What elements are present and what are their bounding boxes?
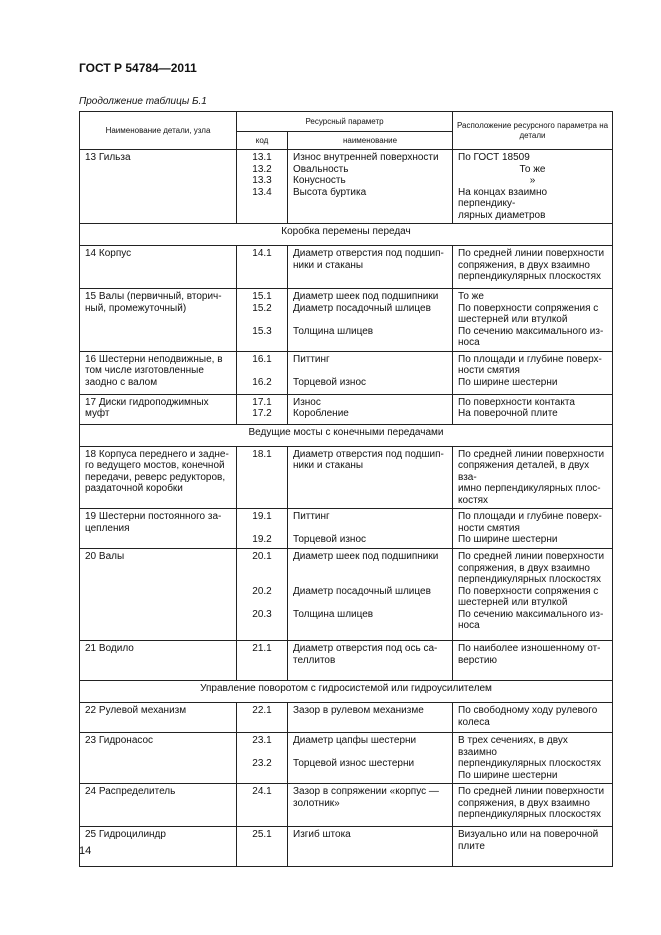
location-cell [453,703,613,733]
cell-line: 15.1 [252,291,272,302]
table-caption: Продолжение таблицы Б.1 [79,96,207,107]
header-name: наименование [288,132,453,150]
cell-line: Зазор в рулевом механизме [293,705,424,716]
cell-line: 16.2 [252,376,272,388]
name-cell [288,703,453,733]
name-cell [288,246,453,289]
cell-line: Толщина шлицев [293,325,374,337]
location-cell [453,827,613,867]
line-gap [293,314,447,326]
cell-line: Износ внутренней поверхности [293,152,439,163]
section-row [80,424,613,446]
cell-line: 22 Рулевой механизм [85,705,187,716]
name-cell [288,827,453,867]
cell-line: 20.2 [252,585,272,597]
line-gap [293,563,447,575]
part-cell [80,784,237,827]
table-row [80,549,613,641]
cell-line: шестерней или втулкой [458,597,568,608]
cell-line: По поверхности сопряжения с [458,302,599,314]
cell-line: 19 Шестерни постоянного за- [85,511,222,522]
cell-line: По поверхности контакта [458,396,575,408]
cell-line: 13 Гильза [85,152,131,163]
cell-line: То же [519,163,546,175]
location-cell [453,246,613,289]
cell-line: ности смятия [458,522,520,534]
part-cell [80,641,237,681]
location-cell [453,289,613,352]
table-body [80,150,613,867]
cell-line: 15 Валы (первичный, вторич- [85,291,222,302]
cell-line: ный, промежуточный) [85,302,187,314]
code-cell [237,641,288,681]
table-row [80,150,613,224]
cell-line: По ширине шестерни [458,376,558,388]
cell-line: Торцевой износ шестерни [293,758,415,769]
cell-line: 23.1 [252,735,272,746]
cell-line: 17 Диски гидроподжимных [85,396,209,408]
cell-line: го ведущего мостов, конечной [85,460,225,471]
cell-line: 14 Корпус [85,248,132,259]
location-cell [453,351,613,394]
part-cell [80,703,237,733]
cell-line: 21 Водило [85,643,134,654]
resource-parameters-table [79,111,613,867]
code-cell [237,150,288,224]
name-cell [288,509,453,549]
table-row [80,394,613,424]
part-cell [80,446,237,509]
name-cell [288,641,453,681]
cell-line: Конусность [293,175,346,186]
cell-line: имно перпендикулярных плос- [458,483,601,494]
location-cell [453,150,613,224]
cell-line: перпендикулярных плоскостях [458,271,602,282]
section-title: Ведущие мосты с конечными передачами [80,424,613,446]
cell-line: По средней линии поверхности [458,551,605,562]
cell-line: 23 Гидронасос [85,735,154,746]
cell-line: перпендикулярных плоскостях [458,758,602,769]
line-gap [242,597,282,609]
cell-line: цепления [85,522,130,534]
cell-line: Зазор в сопряжении «корпус — [293,786,439,797]
cell-line: Диаметр шеек под подшипники [293,551,439,562]
cell-line: сопряжения, в двух взаимно [458,797,590,809]
cell-line: заодно с валом [85,376,158,388]
line-gap [242,365,282,377]
cell-line: По средней линии поверхности [458,248,605,259]
line-gap [242,314,282,326]
cell-line: 22.1 [252,705,272,716]
code-cell [237,703,288,733]
table-row [80,784,613,827]
cell-line: Торцевой износ [293,534,367,545]
cell-line: 24.1 [252,786,272,797]
cell-line: Диаметр посадочный шлицев [293,302,431,314]
cell-line: 17.2 [252,408,272,419]
section-row [80,224,613,246]
cell-line: Высота буртика [293,186,367,198]
cell-line: По средней линии поверхности [458,448,605,460]
cell-line: По площади и глубине поверх- [458,511,602,522]
cell-line: сопряжения, в двух взаимно [458,259,590,271]
table-row [80,641,613,681]
cell-line: По поверхности сопряжения с [458,585,599,597]
cell-line: 13.4 [252,186,272,198]
part-cell [80,289,237,352]
name-cell [288,289,453,352]
cell-line: теллитов [293,654,336,666]
cell-line: 17.1 [252,396,272,408]
cell-line: раздаточной коробки [85,483,183,494]
table-row [80,703,613,733]
code-cell [237,446,288,509]
location-cell [453,784,613,827]
cell-line: 20 Валы [85,551,125,562]
cell-line: Изгиб штока [293,829,351,840]
cell-line: Диаметр шеек под подшипники [293,291,439,302]
cell-line: Износ [293,396,321,408]
cell-line: 20.3 [252,608,272,620]
cell-line: Диаметр отверстия под ось са- [293,643,438,654]
cell-line: 13.1 [252,152,272,163]
line-gap [293,574,447,586]
cell-line: 15.2 [252,302,272,314]
location-cell [453,446,613,509]
cell-line: Диаметр отверстия под подшип- [293,248,444,259]
code-cell [237,289,288,352]
line-gap [242,523,282,535]
location-cell [453,509,613,549]
part-cell [80,549,237,641]
cell-line: 25.1 [252,829,272,840]
cell-line: плите [458,840,485,852]
cell-line: То же [458,291,484,302]
cell-line: 13.2 [252,163,272,175]
cell-line: По площади и глубине поверх- [458,353,602,365]
table-row [80,246,613,289]
cell-line: 19.1 [252,511,272,522]
part-cell [80,733,237,784]
cell-line: колеса [458,716,490,728]
header-parameter-location: Расположение ресурсного параметра на детали [453,112,613,150]
cell-line: костях [458,494,489,506]
cell-line: ники и стаканы [293,460,364,471]
cell-line: 16.1 [252,353,272,365]
cell-line: 24 Распределитель [85,786,176,797]
header-resource-parameter: Ресурсный параметр [237,112,453,132]
table-row [80,827,613,867]
cell-line: том числе изготовленные [85,365,204,376]
cell-line: 15.3 [252,325,272,337]
code-cell [237,827,288,867]
part-cell [80,509,237,549]
section-row [80,681,613,703]
cell-line: По свободному ходу рулевого [458,705,598,716]
code-cell [237,733,288,784]
cell-line: 20.1 [252,551,272,562]
location-cell [453,549,613,641]
line-gap [242,563,282,575]
page-number: 14 [79,845,92,857]
cell-line: Диаметр отверстия под подшип- [293,448,444,460]
cell-line: Толщина шлицев [293,608,374,620]
cell-line: Коробление [293,408,349,419]
name-cell [288,784,453,827]
table-row [80,446,613,509]
name-cell [288,446,453,509]
cell-line: перпендикулярных плоскостях [458,809,602,820]
cell-line: ности смятия [458,365,520,376]
cell-line: перпендикулярных плоскостях [458,574,602,585]
cell-line: По средней линии поверхности [458,786,605,797]
cell-line: Диаметр цапфы шестерни [293,735,417,746]
table-row [80,289,613,352]
part-cell [80,150,237,224]
cell-line: 14.1 [252,248,272,259]
name-cell [288,394,453,424]
cell-line: передачи, реверс редукторов, [85,471,226,483]
cell-line: 18.1 [252,448,272,460]
location-cell [453,394,613,424]
cell-line: По сечению максимального из- [458,608,604,620]
code-cell [237,509,288,549]
cell-line: 21.1 [252,643,272,654]
code-cell [237,394,288,424]
cell-line: В трех сечениях, в двух взаимно [458,735,568,758]
part-cell [80,246,237,289]
cell-line: ники и стаканы [293,259,364,271]
line-gap [293,523,447,535]
cell-line: По сечению максимального из- [458,325,604,337]
cell-line: 16 Шестерни неподвижные, в [85,353,223,365]
line-gap [293,747,447,759]
cell-line: 13.3 [252,175,272,186]
code-cell [237,246,288,289]
cell-line: лярных диаметров [458,209,546,221]
cell-line: шестерней или втулкой [458,314,568,325]
cell-line: верстию [458,654,498,666]
cell-line: носа [458,620,480,631]
line-gap [242,747,282,759]
cell-line: муфт [85,408,110,419]
cell-line: сопряжения, в двух взаимно [458,562,590,574]
table-header [80,112,613,150]
section-title: Коробка перемены передач [80,224,613,246]
name-cell [288,351,453,394]
cell-line: На поверочной плите [458,408,558,419]
cell-line: По ширине шестерни [458,534,558,545]
cell-line: По ширине шестерни [458,769,558,781]
cell-line: » [529,175,536,186]
code-cell [237,784,288,827]
table-row [80,351,613,394]
location-cell [453,641,613,681]
cell-line: Диаметр посадочный шлицев [293,585,431,597]
cell-line: носа [458,337,480,348]
cell-line: По наиболее изношенному от- [458,643,601,654]
header-code: код [237,132,288,150]
cell-line: 19.2 [252,534,272,545]
code-cell [237,549,288,641]
cell-line: По ГОСТ 18509 [458,152,530,163]
part-cell [80,827,237,867]
section-title: Управление поворотом с гидросистемой или гидроусилителем [80,681,613,703]
cell-line: Визуально или на поверочной [458,829,599,840]
line-gap [293,365,447,377]
part-cell [80,351,237,394]
line-gap [293,597,447,609]
name-cell [288,150,453,224]
table-row [80,733,613,784]
header-part-name: Наименование детали, узла [80,112,237,150]
cell-line: сопряжения деталей, в двух вза- [458,460,590,483]
cell-line: 18 Корпуса переднего и задне- [85,448,229,460]
part-cell [80,394,237,424]
cell-line: золотник» [293,797,340,809]
cell-line: На концах взаимно перпендику- [458,186,548,209]
line-gap [242,574,282,586]
location-cell [453,733,613,784]
cell-line: Питтинг [293,353,330,365]
name-cell [288,733,453,784]
table-row [80,509,613,549]
cell-line: 25 Гидроцилиндр [85,829,166,840]
cell-line: 23.2 [252,758,272,769]
code-cell [237,351,288,394]
name-cell [288,549,453,641]
cell-line: Питтинг [293,511,330,522]
document-header: ГОСТ Р 54784—2011 [79,61,197,75]
cell-line: Торцевой износ [293,376,367,388]
cell-line: Овальность [293,163,349,175]
